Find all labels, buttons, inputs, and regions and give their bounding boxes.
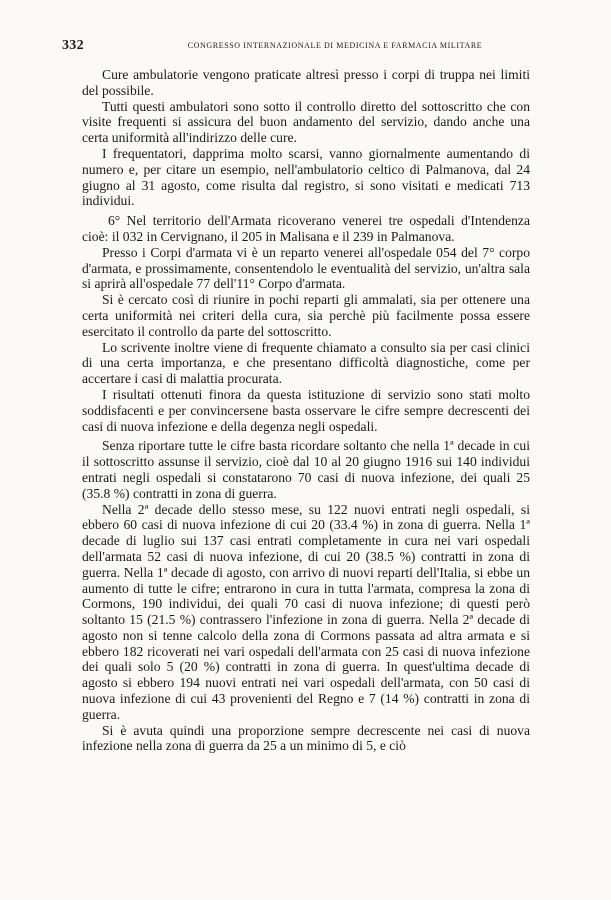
paragraph: Tutti questi ambulatori sono sotto il controllo diretto del sottoscritto che con visite frequenti si assicura del buon andamento del servizio, dando anche una certa uniformità all'indirizzo delle cure.	[82, 98, 530, 146]
paragraph: Senza riportare tutte le cifre basta ricordare soltanto che nella 1ª decade in cui il sottoscritto assunse il servizio, cioè dal 10 al 20 giugno 1916 sui 140 individui entrati negli ospedali si constatarono 70 casi di nuova infezione, dei quali 25 (35.8 %) contratti in zona di guerra.	[82, 438, 530, 501]
paragraph: Lo scrivente inoltre viene di frequente chiamato a consulto sia per casi clinici di una certa importanza, e che presentano difficoltà diagnostiche, come per accertare i casi di malattia procurata.	[82, 339, 530, 387]
paragraph: I frequentatori, dapprima molto scarsi, vanno giornalmente aumentando di numero e, per citare un esempio, nell'ambulatorio celtico di Palmanova, dal 24 giugno al 31 agosto, come risulta dal registro, si sono visitati e medicati 713 individui.	[82, 145, 530, 209]
body-text	[82, 67, 530, 754]
paragraph: Cure ambulatorie vengono praticate altresì presso i corpi di truppa nei limiti del possibile.	[82, 67, 530, 98]
paragraph: I risultati ottenuti finora da questa istituzione di servizio sono stati molto soddisfacenti e per convincersene basta osservare le cifre sempre decrescenti dei casi di nuova infezione e della degenza negli ospedali.	[82, 386, 530, 434]
paragraph: Nella 2ª decade dello stesso mese, su 122 nuovi entrati negli ospedali, si ebbero 60 casi di nuova infezione di cui 20 (33.4 %) in zona di guerra. Nella 1ª decade di luglio sui 137 casi entrati completamente in cura nei vari ospedali dell'armata 52 casi di nuova infezione, di cui 20 (38.5 %) contratti in zona di guerra. Nella 1ª decade di agosto, con arrivo di nuovi reparti dell'Italia, si ebbe un aumento di tutte le cifre; entrarono in cura in tutta l'armata, compresa la zona di Cormons, 190 individui, dei quali 70 casi di nuova infezione; di questi però soltanto 15 (21.5 %) contrassero l'infezione in zona di guerra. Nella 2ª decade di agosto non si tenne calcolo della zona di Cormons passata ad altra armata e si ebbero 182 ricoverati nei vari ospedali dell'armata con 25 casi di nuova infezione dei quali solo 5 (20 %) contratti in zona di guerra. In quest'ultima decade di agosto si ebbero 194 nuovi entrati nei vari ospedali dell'armata, con 50 casi di nuova infezione di cui 43 provenienti del Regno e 7 (14 %) contratti in zona di guerra.	[82, 501, 530, 722]
paragraph: Si è avuta quindi una proporzione sempre decrescente nei casi di nuova infezione nella zona di guerra da 25 a un minimo di 5, e ciò	[82, 722, 530, 754]
paragraph: Si è cercato così di riunire in pochi reparti gli ammalati, sia per ottenere una certa uniformità nei criteri della cura, sia perchè più facilmente possa essere esercitato il controllo da parte del sottoscritto.	[82, 292, 530, 339]
page-number: 332	[62, 38, 84, 53]
running-title: CONGRESSO INTERNAZIONALE DI MEDICINA E FARMACIA MILITARE	[187, 41, 483, 50]
paragraph-section-6: 6° Nel territorio dell'Armata ricoverano venerei tre ospedali d'Intendenza cioè: il 032 in Cervignano, il 205 in Malisana e il 239 in Palmanova.	[82, 213, 530, 244]
page-header	[62, 38, 544, 54]
paragraph: Presso i Corpi d'armata vi è un reparto venerei all'ospedale 054 del 7° corpo d'armata, e prossimamente, consentendolo le eventualità del servizio, un'altra sala si aprirà all'ospedale 77 dell'11° Corpo d'armata.	[82, 244, 530, 292]
